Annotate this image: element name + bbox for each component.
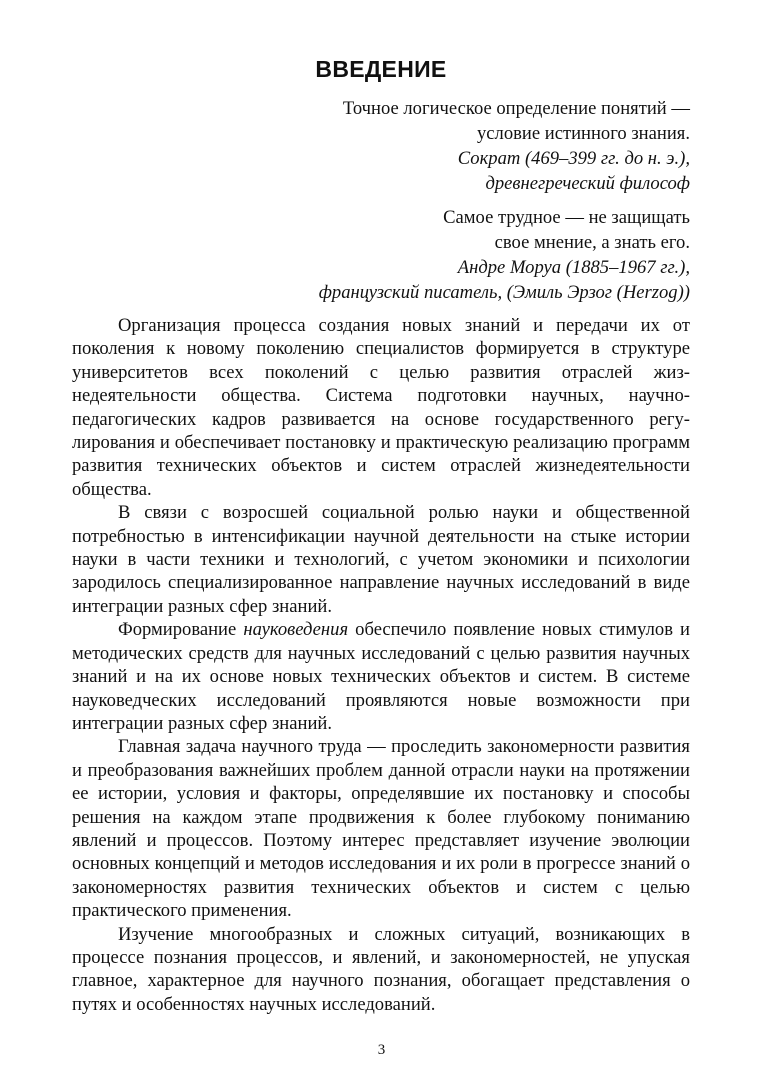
paragraph-text: Изучение многообразных и сложных ситуаций, возникающих в процессе познания процессов, и явлений, и закономерностей, не упуская главное, характерное для научного познания, обогащает представления о путях и особенностях научных исследований. (72, 923, 690, 1015)
page-number: 3 (377, 1042, 386, 1058)
epigraph-line: условие истинного знания. (477, 123, 690, 144)
chapter-heading: ВВЕДЕНИЕ (315, 56, 447, 82)
epigraph-author: Андре Моруа (1885–1967 гг.), (457, 257, 690, 278)
epigraph-socrates (72, 96, 690, 196)
epigraph-line: свое мнение, а знать его. (494, 232, 690, 253)
paragraph-text: Организация процесса создания новых знаний и передачи их от поколения к новому поколению специалистов формируется в структуре университетов всех поколений с целью развития отраслей жизнедеятельности общества. Система подготовки научных, научно-педагогических кадров развивается на основе государственного регулирования и обеспечивает постановку и практическую реализацию программ развития технических объектов и систем отраслей жизнедеятельности общества. (72, 315, 690, 500)
epigraph-author-description: французский писатель, (Эмиль Эрзог (Herzog)) (318, 282, 690, 303)
epigraph-maurois (72, 205, 690, 305)
paragraph-text: обеспечило появление новых стимулов и методических средств для научных исследований с целью развития научных знаний и на их основе новых технических объектов и систем. В системе науковедческих исследований проявляются новые возможности при интеграции разных сфер знаний. (72, 619, 691, 734)
paragraph-text: Главная задача научного труда — проследить закономерности развития и преобразования важнейших проблем данной отрасли науки на протяжении ее истории, условия и факторы, определявшие их постановку и способы решения на каждом этапе продвижения к более глубокому пониманию явлений и процессов. Поэтому интерес представляет изучение эволюции основных концепций и методов исследования и их роли в прогрессе знаний о закономерностях развития технических объектов и систем с целью практического применения. (72, 736, 690, 922)
epigraph-line: Самое трудное — не защищать (443, 207, 690, 228)
epigraph-author: Сократ (469–399 гг. до н. э.), (457, 148, 690, 169)
paragraph (72, 735, 690, 922)
paragraph-text: Формирование (118, 619, 244, 641)
epigraph-author-description: древнегреческий философ (485, 173, 690, 194)
page (72, 54, 690, 1016)
epigraph-line: Точное логическое определение понятий — (342, 98, 690, 119)
paragraph (72, 923, 690, 1017)
term-naukovedenie: науковедения (243, 619, 349, 641)
body-text (72, 314, 690, 1016)
paragraph (72, 618, 690, 735)
paragraph (72, 314, 690, 501)
paragraph-text: В связи с возросшей социальной ролью науки и общественной потребностью в интенсификации научной деятельности на стыке истории науки в части техники и технологий, с учетом экономики и психологии зародилось специализированное направление научных исследований в виде интеграции разных сфер знаний. (72, 502, 690, 617)
paragraph (72, 501, 690, 618)
